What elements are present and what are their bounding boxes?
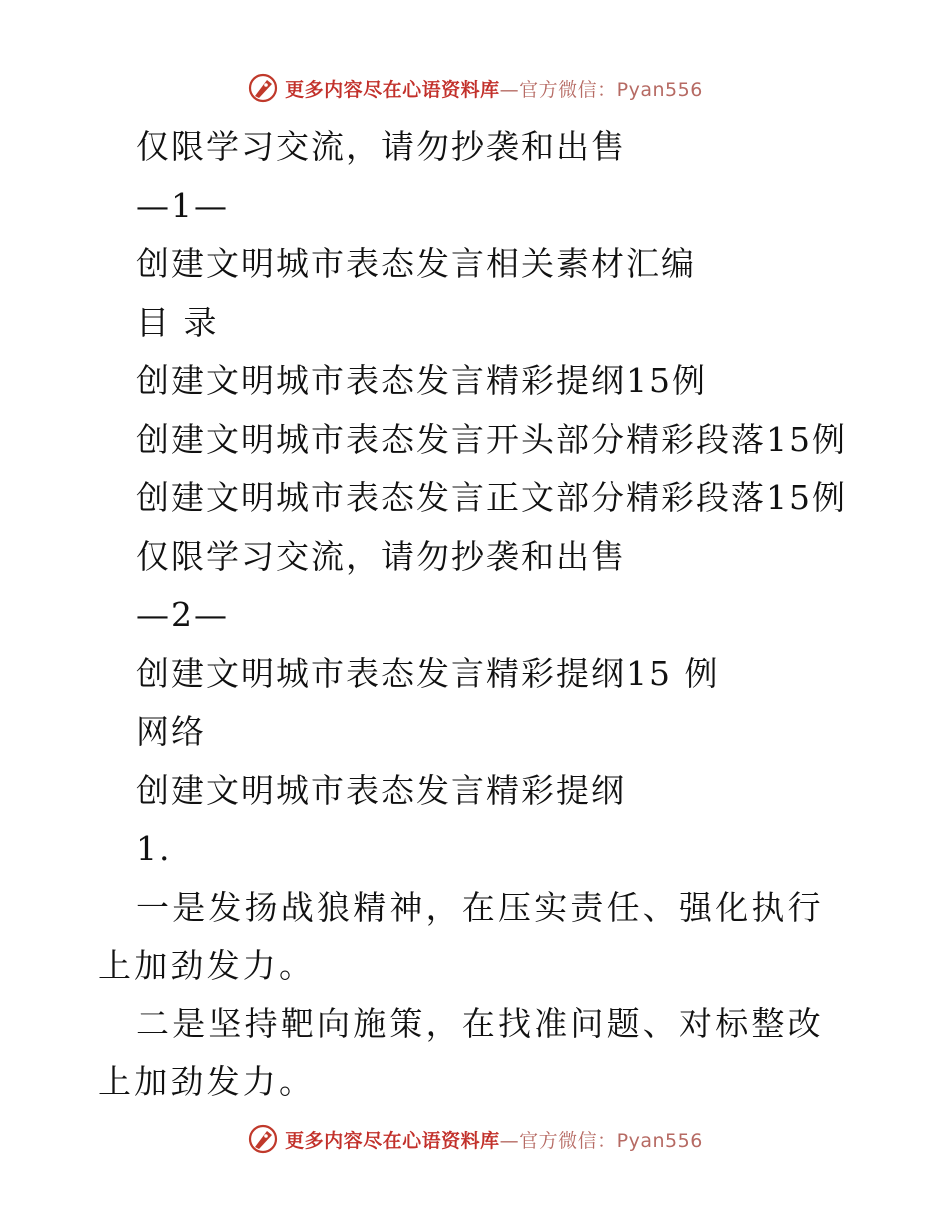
watermark-header — [0, 72, 950, 104]
document-body — [98, 118, 858, 1111]
watermark-footer — [0, 1123, 950, 1155]
toc-item: 创建文明城市表态发言正文部分精彩段落15例 — [136, 478, 847, 517]
watermark-wechat: —官方微信：Pyan556 — [499, 1129, 703, 1152]
toc-heading: 目 录 — [136, 302, 219, 342]
disclaimer-line: 仅限学习交流，请勿抄袭和出售 — [136, 127, 626, 166]
body-paragraph: 一是发扬战狼精神，在压实责任、强化执行上加劲发力。 — [98, 887, 824, 985]
page-number: —1— — [136, 185, 229, 225]
toc-item: 创建文明城市表态发言精彩提纲15例 — [136, 361, 707, 400]
page-number: —2— — [136, 595, 229, 634]
toc-item: 创建文明城市表态发言开头部分精彩段落15例 — [136, 419, 847, 459]
watermark-wechat: —官方微信：Pyan556 — [499, 78, 703, 101]
pen-nib-logo-icon — [247, 72, 279, 104]
pen-nib-logo-icon — [247, 1123, 279, 1155]
watermark-title: 更多内容尽在心语资料库 — [285, 78, 500, 101]
section-title: 创建文明城市表态发言精彩提纲15 例 — [136, 653, 720, 693]
disclaimer-line: 仅限学习交流，请勿抄袭和出售 — [136, 536, 626, 576]
watermark-title: 更多内容尽在心语资料库 — [285, 1129, 500, 1152]
subsection-title: 创建文明城市表态发言精彩提纲 — [136, 770, 626, 810]
item-number: 1. — [136, 829, 172, 868]
document-title: 创建文明城市表态发言相关素材汇编 — [136, 244, 696, 283]
source-label: 网络 — [136, 712, 206, 751]
body-paragraph: 二是坚持靶向施策，在找准问题、对标整改上加劲发力。 — [98, 1003, 824, 1101]
